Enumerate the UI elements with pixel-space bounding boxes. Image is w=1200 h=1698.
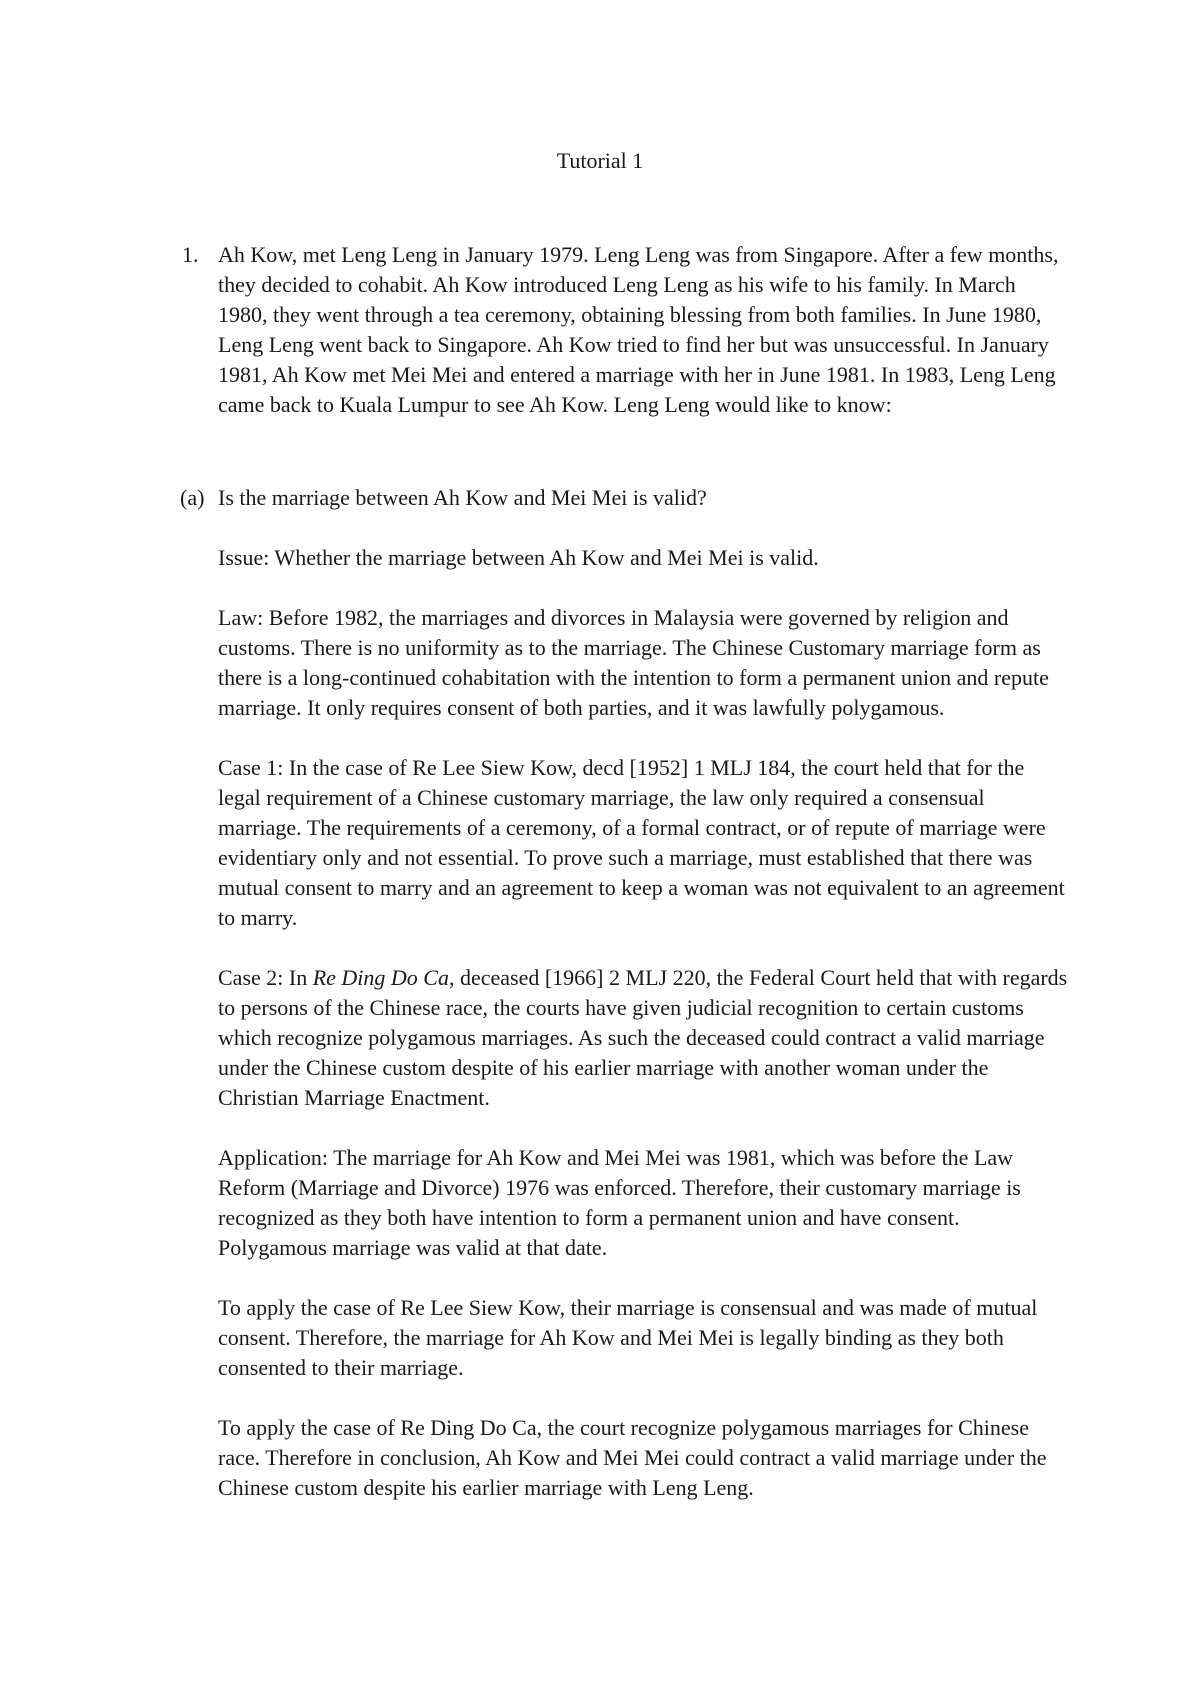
document-title: Tutorial 1 (556, 148, 644, 173)
issue-paragraph: Issue: Whether the marriage between Ah Kow and Mei Mei is valid. (218, 545, 819, 570)
case2-paragraph (218, 963, 1068, 1113)
apply-case2-paragraph: To apply the case of Re Ding Do Ca, the court recognize polygamous marriages for Chinese race. Therefore in conclusion, Ah Kow and Mei Mei could contract a valid marriage under the Chinese custom despite his earlier marriage with Leng Leng. (218, 1415, 1047, 1500)
case2-prefix: Case 2: In (218, 965, 313, 990)
answer-body (218, 543, 1068, 1503)
sub-question-text: Is the marriage between Ah Kow and Mei Mei is valid? (218, 485, 707, 510)
case1-paragraph: Case 1: In the case of Re Lee Siew Kow, decd [1952] 1 MLJ 184, the court held that for the legal requirement of a Chinese customary marriage, the law only required a consensual marriage. The requirements of a ceremony, of a formal contract, or of repute of marriage were evidentiary only and not essential. To prove such a marriage, must established that there was mutual consent to marry and an agreement to keep a woman was not equivalent to an agreement to marry. (218, 755, 1065, 930)
law-paragraph: Law: Before 1982, the marriages and divorces in Malaysia were governed by religion and customs. There is no uniformity as to the marriage. The Chinese Customary marriage form as there is a long-continued cohabitation with the intention to form a permanent union and repute marriage. It only requires consent of both parties, and it was lawfully polygamous. (218, 605, 1049, 720)
case2-case-name: Re Ding Do Ca (312, 965, 449, 990)
apply-case1-paragraph: To apply the case of Re Lee Siew Kow, their marriage is consensual and was made of mutual consent. Therefore, the marriage for Ah Kow and Mei Mei is legally binding as they both consented to their marriage. (218, 1295, 1038, 1380)
case2-rest: , deceased [1966] 2 MLJ 220, the Federal Court held that with regards to persons of the Chinese race, the courts have given judicial recognition to certain customs which recognize polygamous marriages. As such the deceased could contract a valid marriage under the Chinese custom despite of his earlier marriage with another woman under the Christian Marriage Enactment. (218, 965, 1068, 1110)
question-text: Ah Kow, met Leng Leng in January 1979. Leng Leng was from Singapore. After a few months, they decided to cohabit. Ah Kow introduced Leng Leng as his wife to his family. In March 1980, they went through a tea ceremony, obtaining blessing from both families. In June 1980, Leng Leng went back to Singapore. Ah Kow tried to find her but was unsuccessful. In January 1981, Ah Kow met Mei Mei and entered a marriage with her in June 1981. In 1983, Leng Leng came back to Kuala Lumpur to see Ah Kow. Leng Leng would like to know: (218, 242, 1059, 417)
question-number: 1. (182, 242, 199, 267)
application-paragraph: Application: The marriage for Ah Kow and Mei Mei was 1981, which was before the Law Reform (Marriage and Divorce) 1976 was enforced. Therefore, their customary marriage is recognized as they both have intention to form a permanent union and have consent. Polygamous marriage was valid at that date. (218, 1145, 1021, 1260)
sub-question-label: (a) (180, 485, 205, 510)
